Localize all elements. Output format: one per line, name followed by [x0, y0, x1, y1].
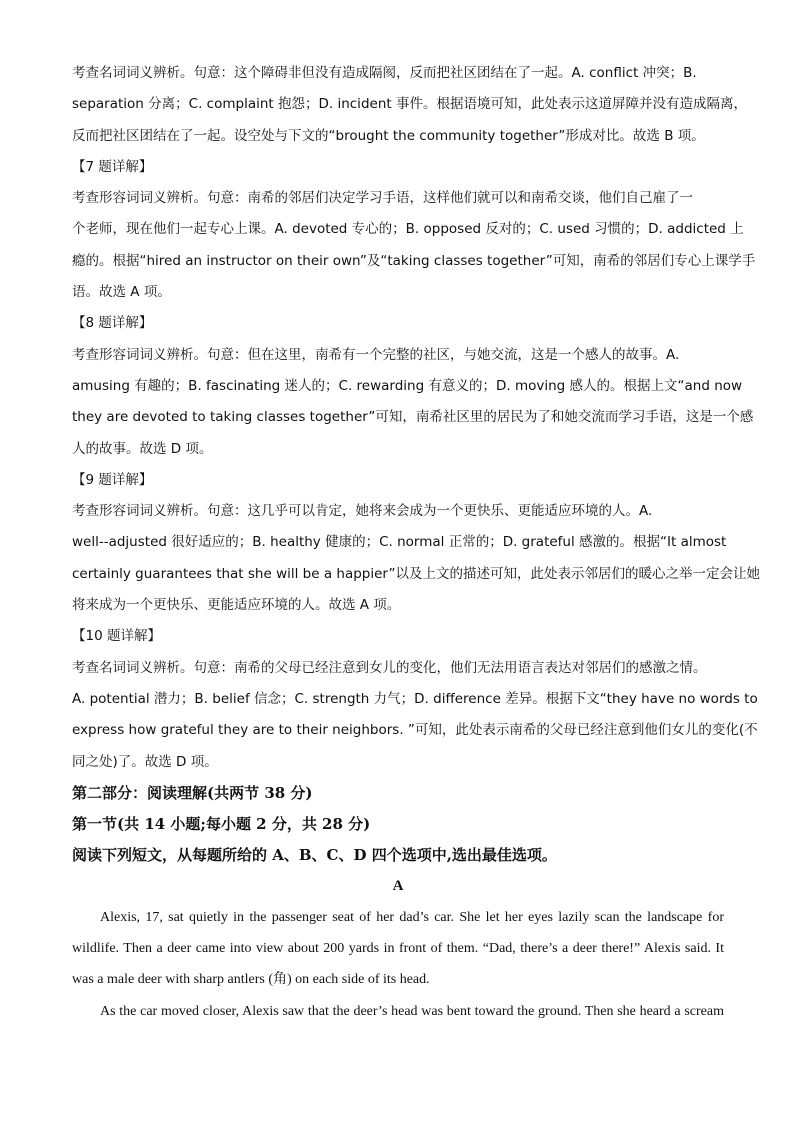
explanation-line: 考查名词词义辨析。句意：这个障碍非但没有造成隔阂，反而把社区团结在了一起。A. conflict 冲突；B.: [72, 65, 697, 81]
explanation-line: 将来成为一个更快乐、更能适应环境的人。故选 A 项。: [72, 597, 401, 614]
explanation-line: 同之处)了。故选 D 项。: [72, 753, 218, 770]
explanation-line: express how grateful they are to their neighbors. ”可知，此处表示南希的父母已经注意到他们女儿的变化(不: [72, 722, 758, 739]
question-header: 【8 题详解】: [72, 315, 153, 332]
reading-instructions: 阅读下列短文，从每题所给的 A、B、C、D 四个选项中,选出最佳选项。: [72, 845, 557, 864]
explanation-line: they are devoted to taking classes together”可知，南希社区里的居民为了和她交流而学习手语，这是一个感: [72, 409, 754, 426]
explanation-line: 瘾的。根据“hired an instructor on their own”及“taking classes together”可知，南希的邻居们专心上课学手: [72, 252, 756, 269]
explanation-8: [72, 308, 754, 464]
explanation-6: [72, 58, 747, 152]
passage-line: Alexis, 17, sat quietly in the passenger seat of her dad’s car. She let her eyes lazily scan the landscape for: [100, 909, 724, 925]
passage-line: wildlife. Then a deer came into view about 200 yards in front of them. “Dad, there’s a deer there!” Alexis said. It: [72, 941, 724, 957]
passage-paragraph-1: [72, 902, 724, 996]
explanation-7: [72, 152, 756, 308]
passage-line: was a male deer with sharp antlers (角) on each side of its head.: [72, 972, 430, 988]
explanation-line: 考查名词词义辨析。句意：南希的父母已经注意到女儿的变化，他们无法用语言表达对邻居们的感激之情。: [72, 659, 707, 676]
explanation-line: 考查形容词词义辨析。句意：南希的邻居们决定学习手语，这样他们就可以和南希交谈，他们自己雇了一: [72, 190, 693, 207]
explanation-line: separation 分离；C. complaint 抱怨；D. incident 事件。根据语境可知，此处表示这道屏障并没有造成隔离，: [72, 96, 747, 113]
section-one-heading: 第一节(共 14 小题;每小题 2 分，共 28 分): [72, 814, 371, 833]
explanation-line: 人的故事。故选 D 项。: [72, 440, 213, 457]
question-header: 【10 题详解】: [72, 628, 161, 645]
explanation-line: 反而把社区团结在了一起。设空处与下文的“brought the community together”形成对比。故选 B 项。: [72, 127, 705, 144]
question-header: 【9 题详解】: [72, 471, 153, 488]
explanation-9: [72, 465, 761, 621]
explanation-line: A. potential 潜力；B. belief 信念；C. strength 力气；D. difference 差异。根据下文“they have no words to: [72, 690, 758, 707]
explanation-10: [72, 621, 758, 777]
explanation-line: well--adjusted 很好适应的；B. healthy 健康的；C. normal 正常的；D. grateful 感激的。根据“It almost: [72, 534, 727, 551]
explanation-line: 语。故选 A 项。: [72, 284, 171, 301]
document-page: [72, 58, 761, 1027]
explanation-line: amusing 有趣的；B. fascinating 迷人的；C. rewarding 有意义的；D. moving 感人的。根据上文“and now: [72, 377, 743, 394]
passage-line: As the car moved closer, Alexis saw that the deer’s head was bent toward the ground. Then she heard a scream: [100, 1003, 724, 1019]
passage-paragraph-2: [72, 996, 724, 1027]
explanation-line: 个老师，现在他们一起专心上课。A. devoted 专心的；B. opposed 反对的；C. used 习惯的；D. addicted 上: [72, 221, 744, 238]
explanation-line: 考查形容词词义辨析。句意：这几乎可以肯定，她将来会成为一个更快乐、更能适应环境的人。A.: [72, 503, 653, 520]
question-header: 【7 题详解】: [72, 158, 153, 175]
explanation-line: 考查形容词词义辨析。句意：但在这里，南希有一个完整的社区，与她交流，这是一个感人的故事。A.: [72, 346, 680, 363]
part-two-heading: 第二部分：阅读理解(共两节 38 分): [72, 783, 313, 802]
explanation-line: certainly guarantees that she will be a happier”以及上文的描述可知，此处表示邻居们的暖心之举一定会让她: [72, 565, 761, 582]
passage-title: A: [392, 877, 404, 894]
